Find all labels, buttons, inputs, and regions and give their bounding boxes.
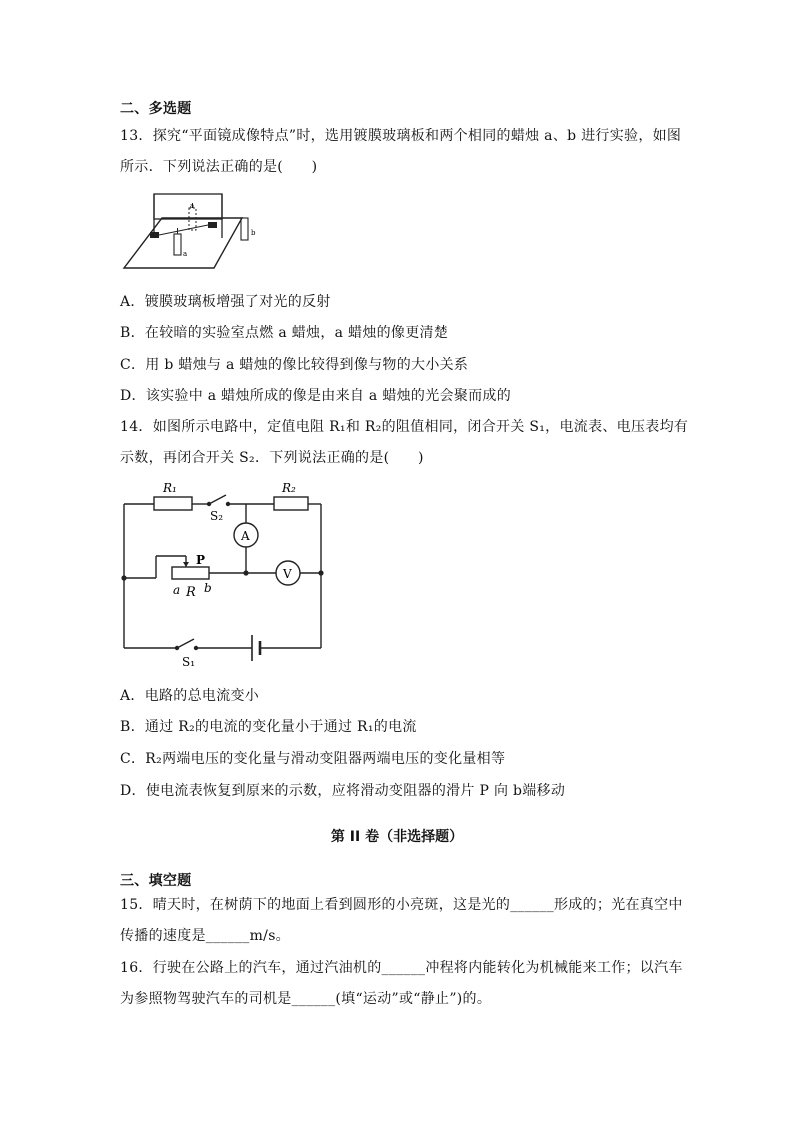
q16-line1: 16．行驶在公路上的汽车，通过汽油机的______冲程将内能转化为机械能来工作；以汽车	[120, 960, 683, 976]
slider-arrow	[183, 562, 189, 567]
q13-stem-line1: 13．探究“平面镜成像特点”时，选用镀膜玻璃板和两个相同的蜡烛 a、b 进行实验，如图	[120, 128, 682, 144]
label-r2: R₂	[282, 481, 296, 495]
label-r1: R₁	[163, 481, 177, 495]
switch-s1	[177, 639, 194, 648]
section-title-multiple-choice: 二、多选题	[120, 101, 192, 117]
circuit-diagram	[116, 476, 330, 672]
q14-option-d: D．使电流表恢复到原来的示数，应将滑动变阻器的滑片 P 向 b端移动	[120, 783, 566, 799]
q14-stem-line2: 示数，再闭合开关 S₂．下列说法正确的是( )	[120, 450, 424, 466]
label-s2: S₂	[210, 509, 224, 523]
resistor-r1	[154, 497, 192, 510]
section-title-fill-in: 三、填空题	[120, 873, 192, 889]
label-b: b	[251, 229, 256, 237]
label-voltmeter: V	[283, 567, 292, 581]
label-b: b	[204, 581, 212, 595]
q13-option-a: A．镀膜玻璃板增强了对光的反射	[120, 294, 331, 310]
q14-stem-line1: 14．如图所示电路中，定值电阻 R₁和 R₂的阻值相同，闭合开关 S₁，电流表、电压表均有	[120, 419, 689, 435]
q14-option-c: C．R₂两端电压的变化量与滑动变阻器两端电压的变化量相等	[120, 751, 506, 767]
q14-option-b: B．通过 R₂的电流的变化量小于通过 R₁的电流	[120, 719, 417, 735]
plate-support-left	[150, 232, 159, 238]
mirror-experiment-figure	[122, 186, 267, 272]
glass-plate	[154, 194, 222, 219]
q13-stem-line2: 所示．下列说法正确的是( )	[120, 159, 318, 175]
candle-b	[241, 218, 248, 240]
volume-ii-title: 第 II 卷（非选择题）	[330, 829, 464, 845]
q13-option-b: B．在较暗的实验室点燃 a 蜡烛，a 蜡烛的像更清楚	[120, 325, 449, 341]
candle-a	[174, 234, 181, 255]
q15-line2: 传播的速度是______m/s。	[120, 928, 290, 944]
q13-option-d: D．该实验中 a 蜡烛所成的像是由来自 a 蜡烛的光会聚而成的	[120, 388, 512, 404]
q16-line2: 为参照物驾驶汽车的司机是______(填“运动”或“静止”)的。	[120, 991, 492, 1007]
switch-s2	[209, 495, 226, 504]
label-a-top: a	[190, 202, 195, 210]
label-a: a	[173, 583, 181, 597]
label-ammeter: A	[241, 529, 250, 543]
label-p: P	[196, 553, 206, 567]
rheostat-r	[172, 567, 209, 579]
q13-option-c: C．用 b 蜡烛与 a 蜡烛的像比较得到像与物的大小关系	[120, 357, 469, 373]
resistor-r2	[274, 497, 308, 510]
q14-option-a: A．电路的总电流变小	[120, 688, 260, 704]
plate-support-right	[208, 222, 217, 228]
q15-line1: 15．晴天时，在树荫下的地面上看到圆形的小亮斑，这是光的______形成的；光在真空中	[120, 897, 683, 913]
label-r: R	[186, 585, 196, 600]
table-plane	[124, 218, 242, 268]
label-s1: S₁	[182, 655, 196, 669]
label-a-bottom: a	[183, 250, 188, 258]
